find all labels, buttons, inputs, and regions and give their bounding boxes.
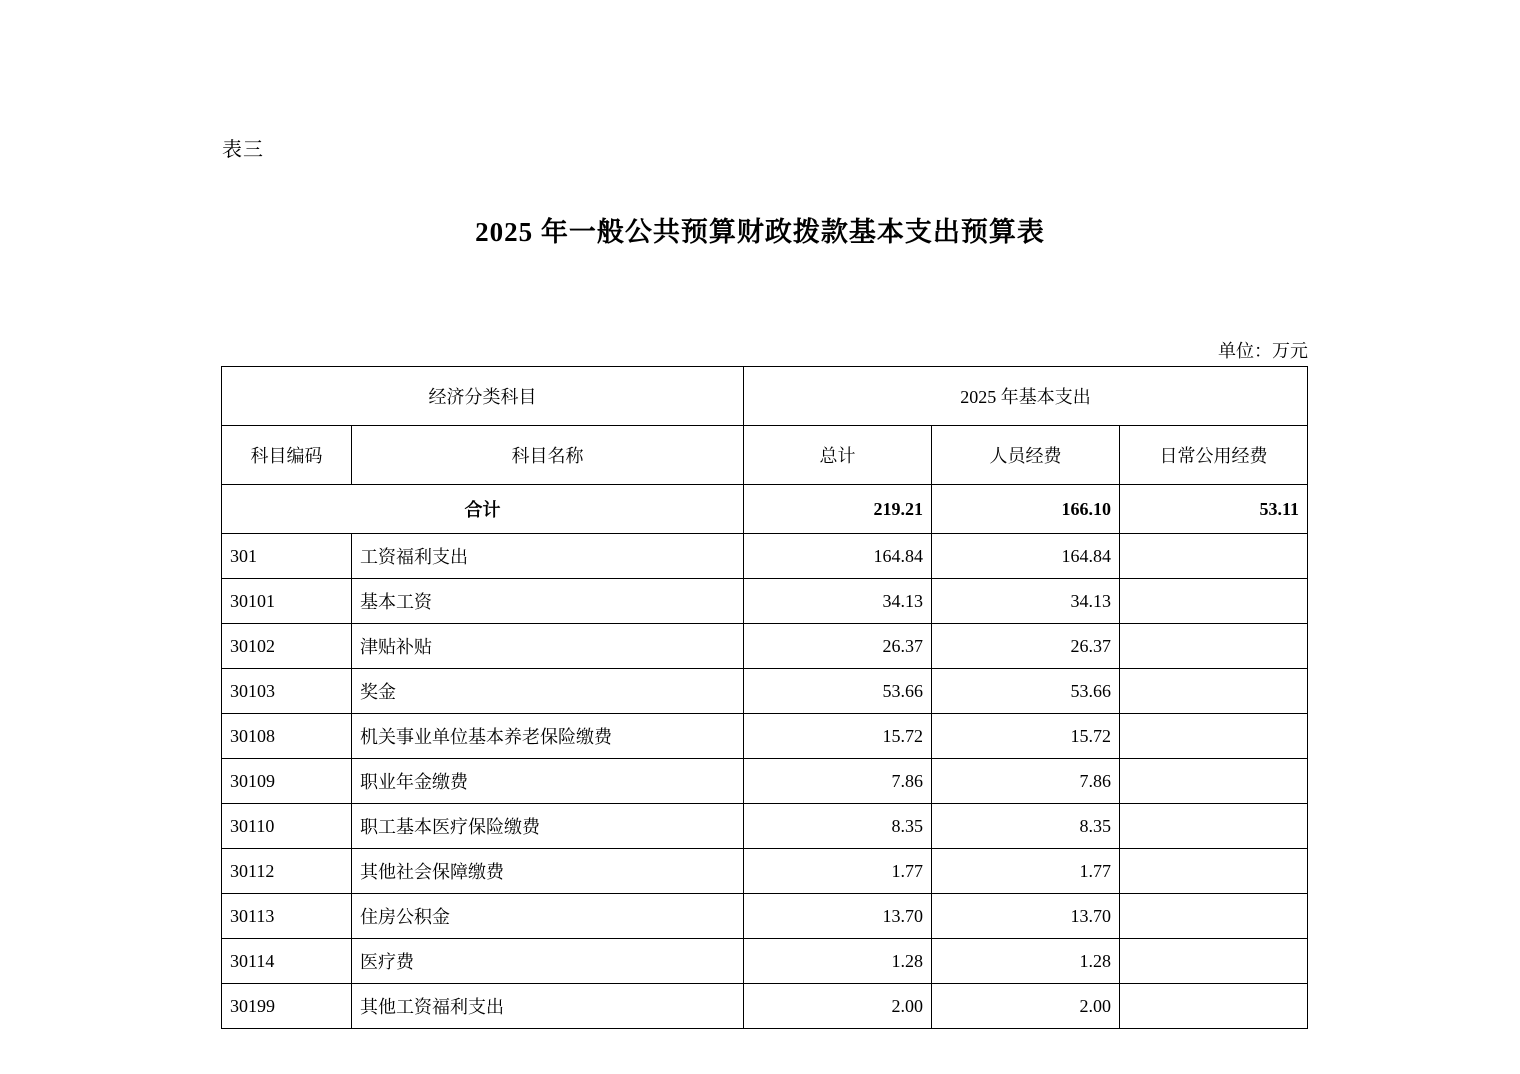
cell-name: 职工基本医疗保险缴费 (352, 804, 744, 849)
cell-public (1120, 759, 1308, 804)
cell-total: 7.86 (744, 759, 932, 804)
cell-name: 医疗费 (352, 939, 744, 984)
cell-code: 30103 (222, 669, 352, 714)
cell-total: 53.66 (744, 669, 932, 714)
cell-total: 15.72 (744, 714, 932, 759)
cell-total: 164.84 (744, 534, 932, 579)
total-row-total: 219.21 (744, 485, 932, 534)
total-row-public: 53.11 (1120, 485, 1308, 534)
cell-name: 工资福利支出 (352, 534, 744, 579)
cell-total: 8.35 (744, 804, 932, 849)
cell-public (1120, 939, 1308, 984)
table-group-header-row (222, 367, 1308, 426)
cell-personnel: 2.00 (932, 984, 1120, 1029)
column-header-name: 科目名称 (352, 426, 744, 485)
budget-table-body (222, 367, 1308, 1029)
table-row (222, 894, 1308, 939)
table-row (222, 849, 1308, 894)
cell-code: 30113 (222, 894, 352, 939)
cell-public (1120, 624, 1308, 669)
cell-total: 1.77 (744, 849, 932, 894)
cell-public (1120, 984, 1308, 1029)
cell-personnel: 1.28 (932, 939, 1120, 984)
cell-name: 机关事业单位基本养老保险缴费 (352, 714, 744, 759)
cell-public (1120, 804, 1308, 849)
cell-code: 30109 (222, 759, 352, 804)
table-row (222, 984, 1308, 1029)
total-row-personnel: 166.10 (932, 485, 1120, 534)
table-row (222, 939, 1308, 984)
cell-personnel: 53.66 (932, 669, 1120, 714)
cell-code: 30114 (222, 939, 352, 984)
cell-name: 住房公积金 (352, 894, 744, 939)
page-title: 2025 年一般公共预算财政拨款基本支出预算表 (475, 217, 1045, 247)
column-header-public: 日常公用经费 (1120, 426, 1308, 485)
table-column-header-row (222, 426, 1308, 485)
cell-name: 其他社会保障缴费 (352, 849, 744, 894)
sheet-label: 表三 (222, 139, 264, 161)
unit-note: 单位：万元 (1218, 341, 1308, 361)
budget-table (221, 366, 1308, 1029)
cell-total: 34.13 (744, 579, 932, 624)
table-row (222, 804, 1308, 849)
table-row (222, 669, 1308, 714)
cell-code: 30112 (222, 849, 352, 894)
cell-personnel: 7.86 (932, 759, 1120, 804)
table-row (222, 579, 1308, 624)
group-header-expenditure: 2025 年基本支出 (744, 367, 1308, 426)
table-row (222, 624, 1308, 669)
cell-public (1120, 669, 1308, 714)
cell-code: 30102 (222, 624, 352, 669)
cell-public (1120, 534, 1308, 579)
table-row (222, 714, 1308, 759)
table-row-total (222, 485, 1308, 534)
cell-public (1120, 894, 1308, 939)
cell-personnel: 8.35 (932, 804, 1120, 849)
cell-personnel: 26.37 (932, 624, 1120, 669)
cell-code: 30199 (222, 984, 352, 1029)
column-header-code: 科目编码 (222, 426, 352, 485)
cell-name: 奖金 (352, 669, 744, 714)
cell-total: 2.00 (744, 984, 932, 1029)
column-header-personnel: 人员经费 (932, 426, 1120, 485)
column-header-total: 总计 (744, 426, 932, 485)
cell-public (1120, 579, 1308, 624)
group-header-subject: 经济分类科目 (222, 367, 744, 426)
cell-total: 13.70 (744, 894, 932, 939)
cell-public (1120, 849, 1308, 894)
cell-name: 其他工资福利支出 (352, 984, 744, 1029)
cell-name: 津贴补贴 (352, 624, 744, 669)
cell-personnel: 164.84 (932, 534, 1120, 579)
cell-personnel: 34.13 (932, 579, 1120, 624)
cell-personnel: 13.70 (932, 894, 1120, 939)
cell-total: 26.37 (744, 624, 932, 669)
total-row-label: 合计 (222, 485, 744, 534)
cell-code: 30110 (222, 804, 352, 849)
cell-personnel: 1.77 (932, 849, 1120, 894)
cell-name: 基本工资 (352, 579, 744, 624)
cell-personnel: 15.72 (932, 714, 1120, 759)
table-row (222, 759, 1308, 804)
cell-code: 301 (222, 534, 352, 579)
table-row (222, 534, 1308, 579)
cell-code: 30108 (222, 714, 352, 759)
cell-public (1120, 714, 1308, 759)
cell-name: 职业年金缴费 (352, 759, 744, 804)
cell-code: 30101 (222, 579, 352, 624)
cell-total: 1.28 (744, 939, 932, 984)
